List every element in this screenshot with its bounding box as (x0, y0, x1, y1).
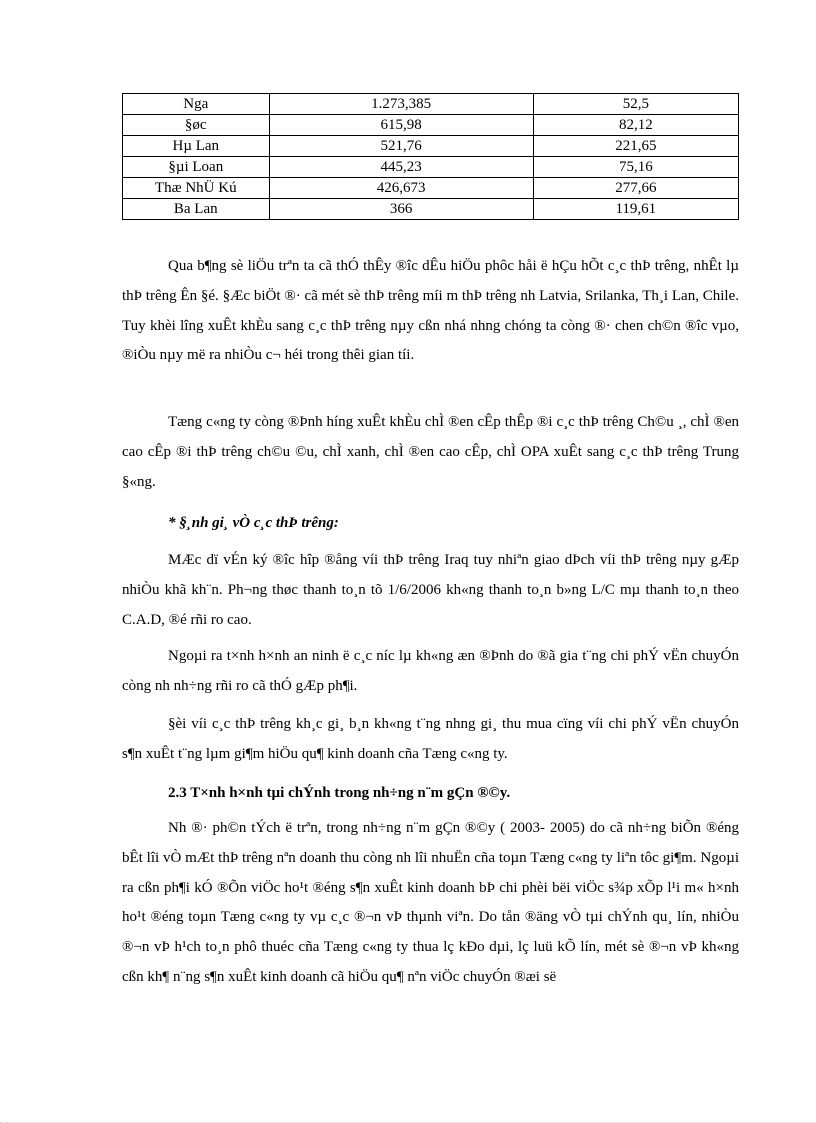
paragraph-text: Tæng c«ng ty còng ®Þnh híng xuÊt khÈu chÌ ®en cÊp thÊp ®i c¸c thÞ trêng Ch©u ¸, chÌ ®en cao cÊp ®i thÞ trêng ch©u ©u, chÌ xanh, chÌ ®en cao cÊp, chÌ OPA xuÊt sang c¸c thÞ trêng Trung §«ng. (122, 414, 739, 490)
body-paragraph (122, 408, 739, 497)
table-row (123, 199, 739, 220)
table-cell: §µi Loan (123, 157, 270, 178)
table-cell: 75,16 (533, 157, 738, 178)
paragraph-text: MÆc dï vÉn ký ®îc hîp ®ång víi thÞ trêng Iraq tuy nhiªn giao dÞch víi thÞ trêng nµy gÆp nhiÒu khã kh¨n. Ph¬ng thøc thanh to¸n tõ 1/6/2006 kh«ng thanh to¸n b»ng L/C mµ thanh to¸n theo C.A.D, ®é rñi ro cao. (122, 552, 739, 628)
table-cell: 119,61 (533, 199, 738, 220)
table-cell: Nga (123, 94, 270, 115)
table-cell: 1.273,385 (269, 94, 533, 115)
table-row (123, 178, 739, 199)
table-cell: 445,23 (269, 157, 533, 178)
body-paragraph (122, 642, 739, 702)
table-cell: Thæ NhÜ Kú (123, 178, 270, 199)
table-cell: 52,5 (533, 94, 738, 115)
body-paragraph (122, 252, 739, 371)
table-cell: 426,673 (269, 178, 533, 199)
table-cell: 221,65 (533, 136, 738, 157)
table-cell: 277,66 (533, 178, 738, 199)
table-cell: 521,76 (269, 136, 533, 157)
paragraph-text: Nh ®· ph©n tÝch ë trªn, trong nh÷ng n¨m gÇn ®©y ( 2003- 2005) do cã nh÷ng biÕn ®éng bÊt lîi vÒ mÆt thÞ trêng nªn doanh thu còng nh lîi nhuËn cña toµn Tæng c«ng ty liªn tôc gi¶m. Ngoµi ra cßn ph¶i kÓ ®Õn viÖc ho¹t ®éng s¶n xuÊt kinh doanh bÞ chi phèi bëi viÖc s¾p xÕp l¹i m« h×nh ho¹t ®éng toµn Tæng c«ng ty vµ c¸c ®¬n vÞ thµnh viªn. Do tån ®äng vÒ tµi chÝnh qu¸ lín, nhiÒu ®¬n vÞ h¹ch to¸n phô thuéc cña Tæng c«ng ty thua lç kÐo dµi, lç luü kÕ lín, mét sè ®¬n vÞ kh«ng cßn kh¶ n¨ng s¶n xuÊt kinh doanh cã hiÖu qu¶ nªn viÖc chuyÓn ®æi së (122, 820, 739, 985)
table-cell: 615,98 (269, 115, 533, 136)
table-cell: 82,12 (533, 115, 738, 136)
table-row (123, 115, 739, 136)
export-market-table (122, 93, 739, 220)
body-paragraph (122, 546, 739, 635)
paragraph-text: Ngoµi ra t×nh h×nh an ninh ë c¸c níc lµ kh«ng æn ®Þnh do ®ã gia t¨ng chi phÝ vËn chuyÓn còng nh nh÷ng rñi ro cã thÓ gÆp ph¶i. (122, 648, 739, 694)
table-row (123, 136, 739, 157)
table-cell: §øc (123, 115, 270, 136)
section-heading-market: * §¸nh gi¸ vÒ c¸c thÞ trêng: (168, 515, 339, 531)
section-heading-finance: 2.3 T×nh h×nh tµi chÝnh trong nh÷ng n¨m gÇn ®©y. (168, 785, 511, 801)
table-cell: 366 (269, 199, 533, 220)
body-paragraph (122, 710, 739, 770)
table-cell: Hµ Lan (123, 136, 270, 157)
table-row (123, 94, 739, 115)
body-paragraph (122, 814, 739, 993)
table-cell: Ba Lan (123, 199, 270, 220)
table-row (123, 157, 739, 178)
paragraph-text: Qua b¶ng sè liÖu trªn ta cã thÓ thÊy ®îc dÊu hiÖu phôc håi ë hÇu hÕt c¸c thÞ trêng, nhÊt lµ thÞ trêng Ên §é. §Æc biÖt ®· cã mét sè thÞ trêng míi m thÞ trêng nh Latvia, Srilanka, Th¸i Lan, Chile. Tuy khèi lîng xuÊt khÈu sang c¸c thÞ trêng nµy cßn nhá nhng chóng ta còng ®· chen ch©n ®îc vµo, ®iÒu nµy më ra nhiÒu c¬ héi trong thêi gian tíi. (122, 258, 739, 364)
paragraph-text: §èi víi c¸c thÞ trêng kh¸c gi¸ b¸n kh«ng t¨ng nhng gi¸ thu mua cïng víi chi phÝ vËn chuyÓn s¶n xuÊt t¨ng lµm gi¶m hiÖu qu¶ kinh doanh cña Tæng c«ng ty. (122, 716, 739, 762)
